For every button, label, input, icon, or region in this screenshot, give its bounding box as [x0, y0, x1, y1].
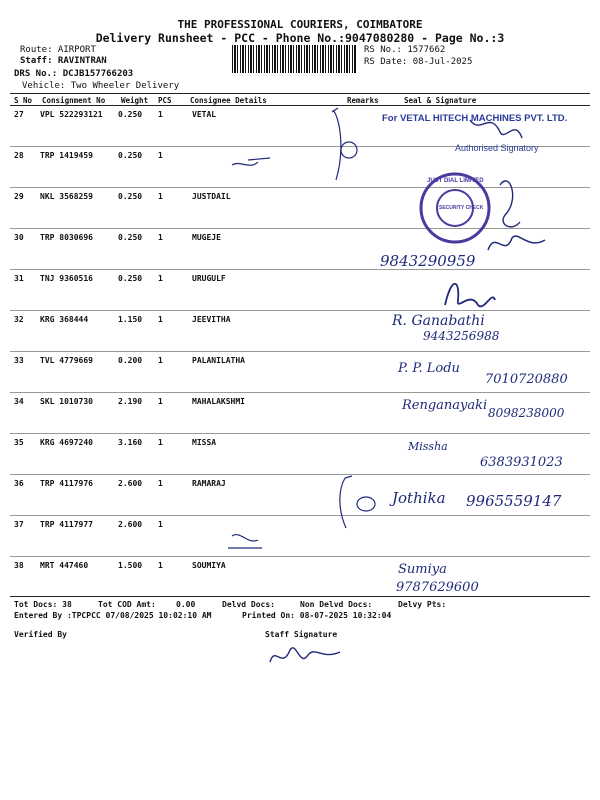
staff-signature-ink [270, 648, 340, 662]
printed-on: Printed On: 08-07-2025 10:32:04 [242, 611, 392, 620]
remarks-mark-36 [340, 476, 352, 528]
row-consignee: RAMARAJ [192, 479, 226, 488]
delivery-points: Delvy Pts: [398, 600, 447, 609]
row-consignment: VPL 522293121 [40, 110, 103, 119]
scribble-28 [232, 158, 270, 165]
row-consignment: MRT 447460 [40, 561, 89, 570]
col-pcs: PCS [158, 96, 172, 105]
staff-signature-label: Staff Signature [265, 630, 338, 639]
justdial-stamp-center: SECURITY CHECK [439, 205, 484, 211]
phone-35: 6383931023 [480, 455, 563, 470]
row-sno: 38 [14, 561, 24, 570]
row-sno: 36 [14, 479, 24, 488]
name-35: Missha [408, 440, 448, 453]
row-sno: 27 [14, 110, 24, 119]
row-pcs: 1 [158, 397, 163, 406]
row-consignment: TRP 8030696 [40, 233, 93, 242]
row-pcs: 1 [158, 561, 163, 570]
signature-31 [445, 284, 495, 307]
row-sno: 29 [14, 192, 24, 201]
phone-33: 7010720880 [485, 372, 568, 387]
row-consignment: TRP 4117977 [40, 520, 93, 529]
col-consignment: Consignment No [42, 96, 106, 105]
phone-32: 9443256988 [423, 329, 500, 343]
row-consignee: URUGULF [192, 274, 226, 283]
drs-label: DRS No.: DCJB157766203 [14, 69, 134, 79]
entered-by: Entered By :TPCPCC 07/08/2025 10:02:10 AM [14, 611, 212, 620]
col-weight: Weight [121, 96, 149, 105]
row-pcs: 1 [158, 479, 163, 488]
row-consignment: KRG 368444 [40, 315, 89, 324]
row-weight: 1.150 [118, 315, 143, 324]
row-consignee: JEEVITHA [192, 315, 231, 324]
row-consignee: MAHALAKSHMI [192, 397, 245, 406]
company-title: THE PROFESSIONAL COURIERS, COIMBATORE [177, 18, 423, 31]
delivered-docs: Delvd Docs: [222, 600, 275, 609]
row-pcs: 1 [158, 233, 163, 242]
row-consignee: JUSTDAIL [192, 192, 231, 201]
row-pcs: 1 [158, 438, 163, 447]
row-weight: 2.190 [118, 397, 143, 406]
row-weight: 0.200 [118, 356, 143, 365]
row-pcs: 1 [158, 151, 163, 160]
row-weight: 2.600 [118, 479, 143, 488]
remarks-circle-36 [357, 497, 375, 511]
row-consignee: SOUMIYA [192, 561, 226, 570]
row-consignment: TRP 4117976 [40, 479, 93, 488]
row-sno: 34 [14, 397, 24, 406]
row-consignee: MUGEJE [192, 233, 221, 242]
row-pcs: 1 [158, 315, 163, 324]
vetal-stamp-line1: For VETAL HITECH MACHINES PVT. LTD. [382, 113, 568, 124]
row-pcs: 1 [158, 192, 163, 201]
remarks-circle-28 [341, 142, 357, 158]
rs-date: RS Date: 08-Jul-2025 [364, 57, 473, 67]
row-sno: 28 [14, 151, 24, 160]
row-pcs: 1 [158, 356, 163, 365]
name-36: Jothika [392, 489, 446, 507]
row-consignment: TRP 1419459 [40, 151, 93, 160]
runsheet-subtitle: Delivery Runsheet - PCC - Phone No.:9047080280 - Page No.:3 [95, 31, 505, 45]
total-cod-label: Tot COD Amt: [98, 600, 156, 609]
row-consignee: VETAL [192, 110, 217, 119]
staff-label: Staff: RAVINTRAN [20, 56, 107, 66]
row-sno: 31 [14, 274, 24, 283]
row-weight: 0.250 [118, 274, 143, 283]
row-pcs: 1 [158, 274, 163, 283]
row-consignee: MISSA [192, 438, 217, 447]
signature-30 [488, 236, 545, 250]
scribble-37 [228, 535, 262, 548]
row-weight: 0.250 [118, 151, 143, 160]
phone-36: 9965559147 [466, 492, 562, 510]
row-sno: 33 [14, 356, 24, 365]
row-consignment: KRG 4697240 [40, 438, 93, 447]
row-weight: 2.600 [118, 520, 143, 529]
name-34: Renganayaki [402, 398, 488, 413]
name-32: R. Ganabathi [392, 313, 485, 329]
justdial-stamp-text: JUST DIAL LIMITED [427, 178, 484, 184]
row-weight: 0.250 [118, 233, 143, 242]
row-sno: 32 [14, 315, 24, 324]
vehicle-label: Vehicle: Two Wheeler Delivery [22, 81, 180, 91]
name-38: Sumiya [398, 562, 447, 577]
total-cod-amount: 0.00 [176, 600, 196, 609]
row-sno: 30 [14, 233, 24, 242]
row-sno: 35 [14, 438, 24, 447]
row-weight: 0.250 [118, 192, 143, 201]
row-weight: 3.160 [118, 438, 143, 447]
row-consignment: SKL 1010730 [40, 397, 93, 406]
signature-29 [500, 181, 520, 227]
phone-31: 9843290959 [380, 252, 476, 270]
col-sno: S No [14, 96, 33, 105]
row-sno: 37 [14, 520, 24, 529]
row-consignment: TVL 4779669 [40, 356, 93, 365]
col-remarks: Remarks [347, 96, 379, 105]
verified-by: Verified By [14, 630, 67, 639]
row-pcs: 1 [158, 110, 163, 119]
footer-rule [10, 596, 590, 597]
row-pcs: 1 [158, 520, 163, 529]
row-consignment: NKL 3568259 [40, 192, 93, 201]
phone-38: 9787629600 [396, 580, 479, 595]
vetal-stamp-line2: Authorised Signatory [455, 143, 539, 153]
name-33: P. P. Lodu [398, 361, 460, 376]
non-delivered-docs: Non Delvd Docs: [300, 600, 373, 609]
rs-number: RS No.: 1577662 [364, 45, 446, 55]
col-consignee: Consignee Details [190, 96, 267, 105]
row-weight: 0.250 [118, 110, 143, 119]
phone-34: 8098238000 [488, 406, 565, 420]
row-consignment: TNJ 9360516 [40, 274, 93, 283]
total-docs: Tot Docs: 38 [14, 600, 72, 609]
row-weight: 1.500 [118, 561, 143, 570]
remarks-mark-27 [332, 108, 341, 180]
col-seal-signature: Seal & Signature [404, 96, 477, 105]
row-consignee: PALANILATHA [192, 356, 245, 365]
route-label: Route: AIRPORT [20, 45, 96, 55]
